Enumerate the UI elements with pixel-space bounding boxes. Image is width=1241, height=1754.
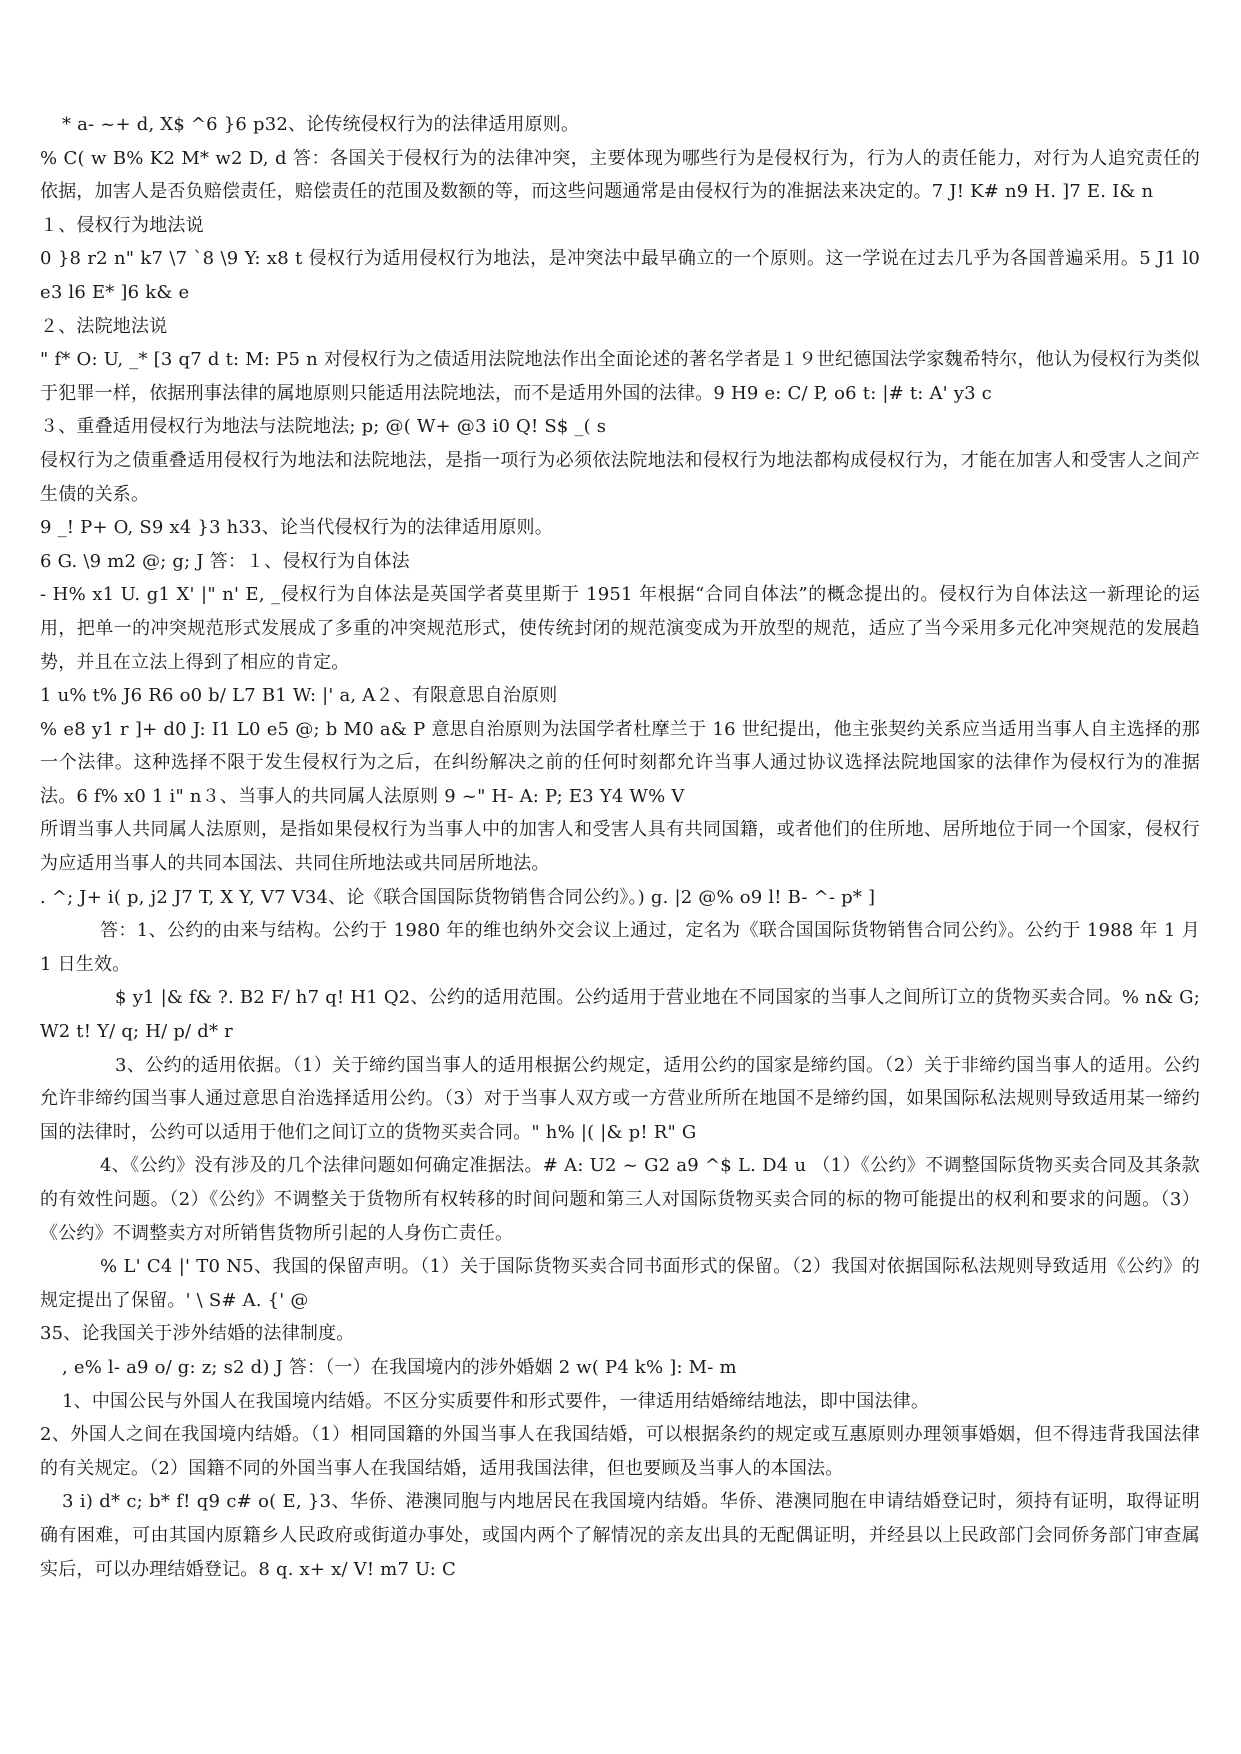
paragraph: * a- ~+ d, X$ ^6 }6 p32、论传统侵权行为的法律适用原则。 bbox=[62, 114, 580, 135]
paragraph: 1、中国公民与外国人在我国境内结婚。不区分实质要件和形式要件，一律适用结婚缔结地法，即中国法律。 bbox=[62, 1390, 930, 1412]
paragraph: 9 _! P+ O, S9 x4 }3 h33、论当代侵权行为的法律适用原则。 bbox=[40, 517, 553, 539]
paragraph: 0 }8 r2 n" k7 \7 `8 \9 Y: x8 t 侵权行为适用侵权行为地法，是冲突法中最早确立的一个原则。这一学说在过去几乎为各国普遍采用。5 J1 l0 e3 l6 E* ]6 k& e bbox=[40, 248, 1200, 303]
paragraph: % e8 y1 r ]+ d0 J: I1 L0 e5 @; b M0 a& P 意思自治原则为法国学者杜摩兰于 16 世纪提出，他主张契约关系应当适用当事人自主选择的那一个法律。这种选择不限于发生侵权行为之后，在纠纷解决之前的任何时刻都允许当事人通过协议选择法院地国家的法律作为侵权行为的准据法。6 f% x0 1 i" n３、当事人的共同属人法原则 9 ~" H- A: P; E3 Y4 W% V bbox=[40, 718, 1200, 807]
paragraph: $ y1 |& f& ?. B2 F/ h7 q! H1 Q2、公约的适用范围。公约适用于营业地在不同国家的当事人之间所订立的货物买卖合同。% n& G; W2 t! Y/ q; H/ p/ d* r bbox=[40, 987, 1200, 1043]
paragraph: 1 u% t% J6 R6 o0 b/ L7 B1 W: |' a, A２、有限意思自治原则 bbox=[40, 685, 558, 707]
paragraph: % C( w B% K2 M* w2 D, d 答：各国关于侵权行为的法律冲突，主要体现为哪些行为是侵权行为，行为人的责任能力，对行为人追究责任的依据，加害人是否负赔偿责任，赔偿责任的范围及数额的等，而这些问题通常是由侵权行为的准据法来决定的。7 J! K# n9 H. ]7 E. I& n bbox=[40, 147, 1200, 203]
paragraph: 答：1、公约的由来与结构。公约于 1980 年的维也纳外交会议上通过，定名为《联合国国际货物销售合同公约》。公约于 1988 年 1 月 1 日生效。 bbox=[40, 920, 1200, 975]
paragraph: ２、法院地法说 bbox=[40, 315, 168, 337]
paragraph: 侵权行为之债重叠适用侵权行为地法和法院地法，是指一项行为必须依法院地法和侵权行为地法都构成侵权行为，才能在加害人和受害人之间产生债的关系。 bbox=[40, 449, 1200, 505]
paragraph: - H% x1 U. g1 X' |" n' E, _侵权行为自体法是英国学者莫里斯于 1951 年根据“合同自体法”的概念提出的。侵权行为自体法这一新理论的运用，把单一的冲突规范形式发展成了多重的冲突规范形式，使传统封闭的规范演变成为开放型的规范，适应了当今采用多元化冲突规范的发展趋势，并且在立法上得到了相应的肯定。 bbox=[40, 584, 1200, 673]
paragraph: 所谓当事人共同属人法原则，是指如果侵权行为当事人中的加害人和受害人具有共同国籍，或者他们的住所地、居所地位于同一个国家，侵权行为应适用当事人的共同本国法、共同住所地法或共同居所地法。 bbox=[40, 819, 1200, 875]
paragraph: . ^; J+ i( p, j2 J7 T, X Y, V7 V34、论《联合国国际货物销售合同公约》。) g. |2 @% o9 l! B- ^- p* ] bbox=[40, 886, 876, 908]
paragraph: % L' C4 |' T0 N5、我国的保留声明。（1）关于国际货物买卖合同书面形式的保留。（2）我国对依据国际私法规则导致适用《公约》的规定提出了保留。' \ S# A. {' @ bbox=[40, 1256, 1200, 1311]
paragraph: １、侵权行为地法说 bbox=[40, 214, 204, 236]
paragraph: 3 i) d* c; b* f! q9 c# o( E, }3、华侨、港澳同胞与内地居民在我国境内结婚。华侨、港澳同胞在申请结婚登记时，须持有证明，取得证明确有困难，可由其国内原籍乡人民政府或街道办事处，或国内两个了解情况的亲友出具的无配偶证明，并经县以上民政部门会同侨务部门审查属实后，可以办理结婚登记。8 q. x+ x/ V! m7 U: C bbox=[40, 1491, 1200, 1580]
paragraph: " f* O: U, _* [3 q7 d t: M: P5 n 对侵权行为之债适用法院地法作出全面论述的著名学者是１９世纪德国法学家魏希特尔，他认为侵权行为类似于犯罪一样，依据刑事法律的属地原则只能适用法院地法，而不是适用外国的法律。9 H9 e: C/ P, o6 t: |# t: A' y3 c bbox=[40, 349, 1200, 404]
paragraph: 35、论我国关于涉外结婚的法律制度。 bbox=[40, 1323, 355, 1345]
paragraph: 6 G. \9 m2 @; g; J 答：１、侵权行为自体法 bbox=[40, 550, 410, 572]
paragraph: , e% l- a9 o/ g: z; s2 d) J 答：（一）在我国境内的涉外婚姻 2 w( P4 k% ]: M- m bbox=[62, 1356, 737, 1378]
paragraph: 3、公约的适用依据。（1）关于缔约国当事人的适用根据公约规定，适用公约的国家是缔约国。（2）关于非缔约国当事人的适用。公约允许非缔约国当事人通过意思自治选择适用公约。（3）对于当事人双方或一方营业所所在地国不是缔约国，如果国际私法规则导致适用某一缔约国的法律时，公约可以适用于他们之间订立的货物买卖合同。" h% |( |& p! R" G bbox=[40, 1054, 1200, 1143]
document-page bbox=[40, 108, 1200, 1586]
paragraph: 2、外国人之间在我国境内结婚。（1）相同国籍的外国当事人在我国结婚，可以根据条约的规定或互惠原则办理领事婚姻，但不得违背我国法律的有关规定。（2）国籍不同的外国当事人在我国结婚，适用我国法律，但也要顾及当事人的本国法。 bbox=[40, 1424, 1200, 1479]
paragraph: 4、《公约》没有涉及的几个法律问题如何确定准据法。# A: U2 ~ G2 a9 ^$ L. D4 u （1）《公约》不调整国际货物买卖合同及其条款的有效性问题。（2）《公约》不调整关于货物所有权转移的时间问题和第三人对国际货物买卖合同的标的物可能提出的权利和要求的问题。（3）《公约》不调整卖方对所销售货物所引起的人身伤亡责任。 bbox=[40, 1155, 1200, 1244]
paragraph: ３、重叠适用侵权行为地法与法院地法; p; @( W+ @3 i0 Q! S$ _( s bbox=[40, 416, 607, 438]
